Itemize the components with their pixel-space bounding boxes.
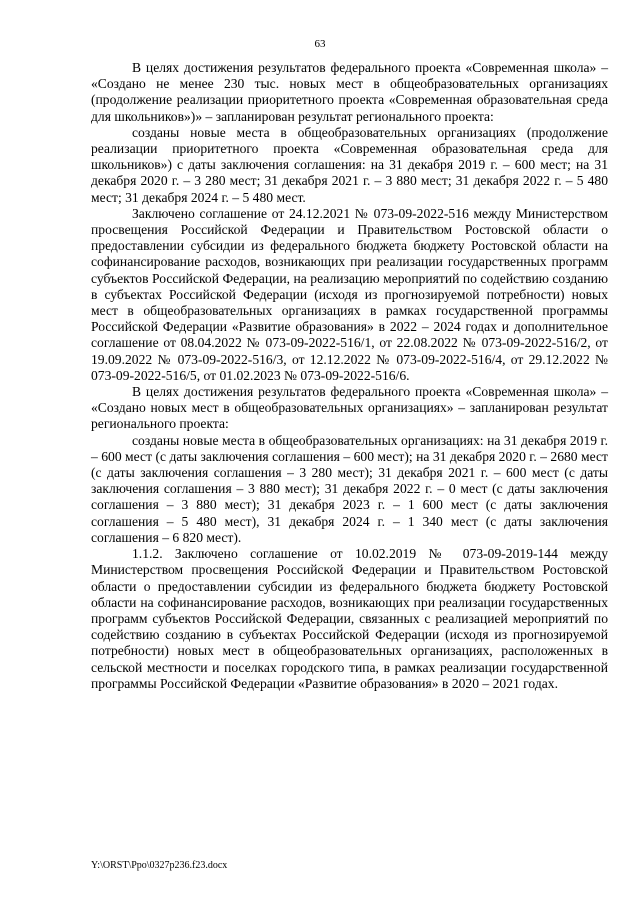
paragraph-agreement-2021: Заключено соглашение от 24.12.2021 № 073-09-2022-516 между Министерством просвещения Российской Федерации и Правительством Ростовской области о предоставлении субсидии из федерального бюджета бюджету Ростовской области на софинансирование расходов, возникающих при реализации государственных программ субъектов Российской Федерации, на реализацию мероприятий по содействию созданию в субъектах Российской Федерации (исходя из прогнозируемой потребности) новых мест в общеобразовательных организациях в рамках государственной программы Российской Федерации «Развитие образования» в 2022 – 2024 годах и дополнительное соглашение от 08.04.2022 № 073-09-2022-516/1, от 22.08.2022 № 073-09-2022-516/2, от 19.09.2022 № 073-09-2022-516/3, от 12.12.2022 № 073-09-2022-516/4, от 29.12.2022 № 073-09-2022-516/5, от 01.02.2023 № 073-09-2022-516/6. <box>91 205 608 383</box>
paragraph-goal-intro-1: В целях достижения результатов федерального проекта «Современная школа» – «Создано не менее 230 тыс. новых мест в общеобразовательных организациях (продолжение реализации приоритетного проекта «Современная образовательная среда для школьников»)» – запланирован результат регионального проекта: <box>91 60 608 124</box>
paragraph-result-1: созданы новые места в общеобразовательных организациях (продолжение реализации приоритетного проекта «Современная образовательная среда для школьников») с даты заключения соглашения: на 31 декабря 2019 г. – 600 мест; на 31 декабря 2020 г. – 3 280 мест; 31 декабря 2021 г. – 3 880 мест; 31 декабря 2022 г. – 5 480 мест; 31 декабря 2024 г. – 5 480 мест. <box>91 124 608 205</box>
paragraph-goal-intro-2: В целях достижения результатов федерального проекта «Современная школа» – «Создано новых мест в общеобразовательных организациях» – запланирован результат регионального проекта: <box>91 384 608 432</box>
paragraph-agreement-2019: 1.1.2. Заключено соглашение от 10.02.2019 № 073-09-2019-144 между Министерством просвещения Российской Федерации и Правительством Ростовской области о предоставлении субсидии из федерального бюджета бюджету Ростовской области на софинансирование расходов, возникающих при реализации государственных программ субъектов Российской Федерации, связанных с реализацией мероприятий по содействию созданию в субъектах Российской Федерации (исходя из прогнозируемой потребности) новых мест в общеобразовательных организациях, расположенных в сельской местности и поселках городского типа, в рамках реализации государственной программы Российской Федерации «Развитие образования» в 2020 – 2021 годах. <box>91 546 608 691</box>
footer-file-path: Y:\ORST\Ppo\0327p236.f23.docx <box>91 860 228 871</box>
paragraph-result-2: созданы новые места в общеобразовательных организациях: на 31 декабря 2019 г. – 600 мест (с даты заключения соглашения – 600 мест); на 31 декабря 2020 г. – 2680 мест (с даты заключения соглашения – 3 280 мест); 31 декабря 2021 г. – 600 мест (с даты заключения соглашения – 3 880 мест); 31 декабря 2022 г. – 0 мест (с даты заключения соглашения – 3 880 мест); 31 декабря 2023 г. – 1 600 мест (с даты заключения соглашения – 5 480 мест), 31 декабря 2024 г. – 1 340 мест (с даты заключения соглашения – 6 820 мест). <box>91 432 608 545</box>
document-body <box>91 60 608 692</box>
page-number: 63 <box>314 38 326 50</box>
